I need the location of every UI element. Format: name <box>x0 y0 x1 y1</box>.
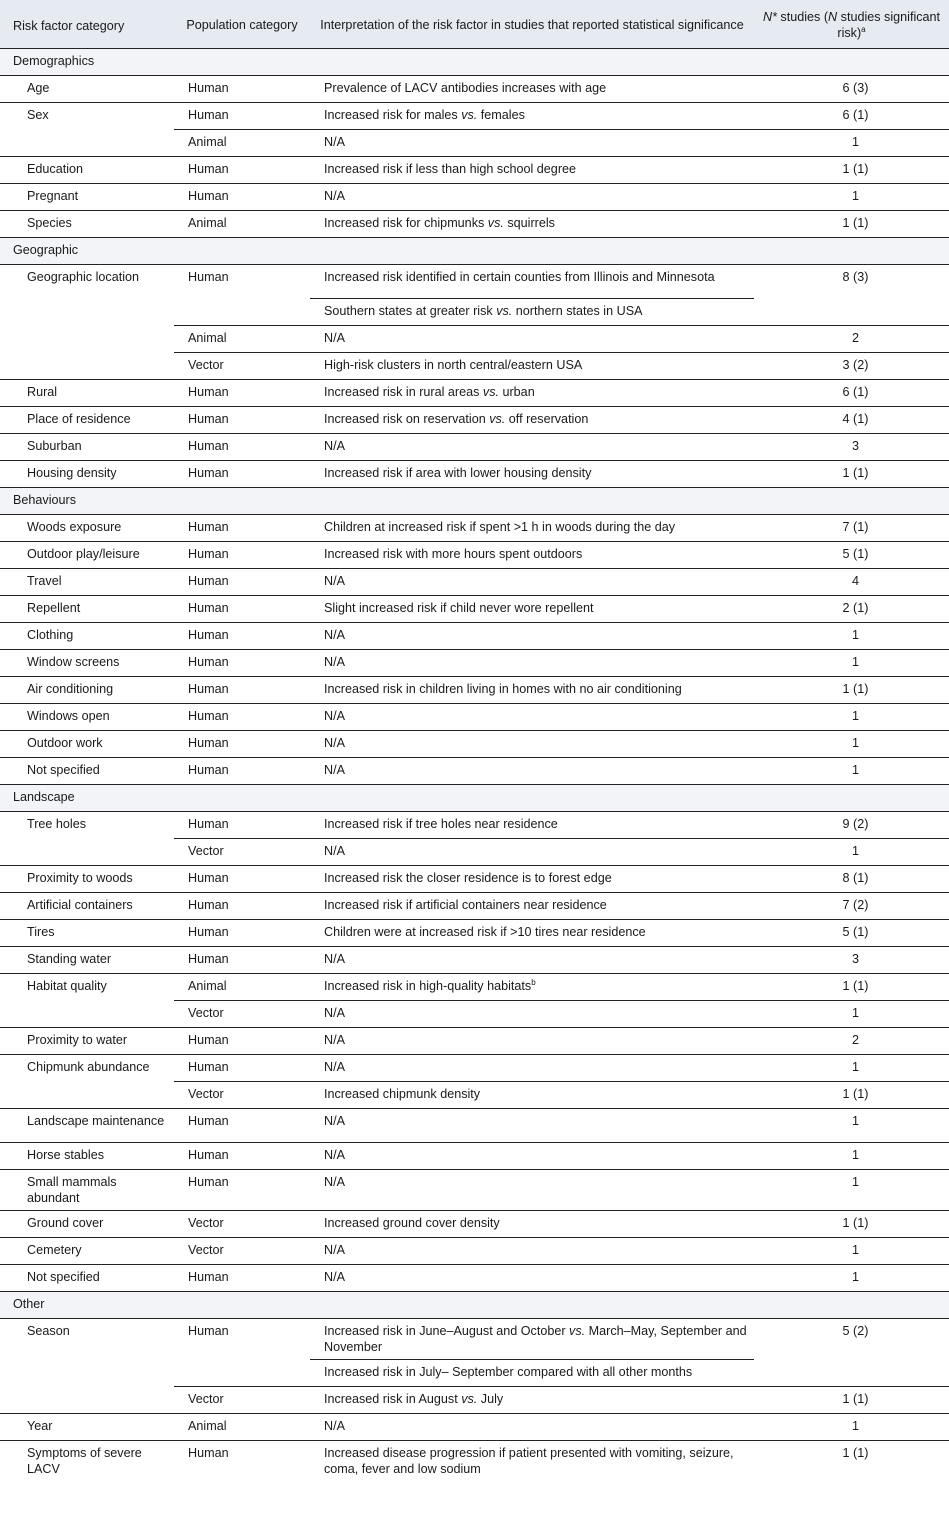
table-row: Housing density Human Increased risk if area with lower housing density 1 (1) <box>0 460 949 487</box>
table-row: Tires Human Children were at increased risk if >10 tires near residence 5 (1) <box>0 919 949 946</box>
table-row: Not specified Human N/A 1 <box>0 757 949 784</box>
table-row: Animal N/A 1 <box>0 129 949 156</box>
header-n-studies: N* studies (N studies significant risk)$^a$ <box>762 9 941 40</box>
table-header <box>0 0 949 48</box>
table-row: Symptoms of severe LACV Human Increased disease progression if patient presented with vomiting, seizure, coma, fever and low sodium 1 (1) <box>0 1440 949 1481</box>
table-row: Outdoor work Human N/A 1 <box>0 730 949 757</box>
category-row: Behaviours <box>0 487 949 514</box>
table-row: Artificial containers Human Increased risk if artificial containers near residence 7 (2) <box>0 892 949 919</box>
table-row: Sex Human Increased risk for males vs. females 6 (1) <box>0 102 949 129</box>
header-interpretation: Interpretation of the risk factor in studies that reported statistical significance <box>320 17 744 32</box>
table-row: Education Human Increased risk if less than high school degree 1 (1) <box>0 156 949 183</box>
table-row: Cemetery Vector N/A 1 <box>0 1237 949 1264</box>
table-row: Season Human Increased risk in June–August and October vs. March–May, September and November 5 (2) <box>0 1318 949 1359</box>
table-row: Window screens Human N/A 1 <box>0 649 949 676</box>
table-row: Pregnant Human N/A 1 <box>0 183 949 210</box>
table-row: Small mammals abundant Human N/A 1 <box>0 1169 949 1210</box>
table-row: Species Animal Increased risk for chipmunks vs. squirrels 1 (1) <box>0 210 949 237</box>
table-row: Rural Human Increased risk in rural areas vs. urban 6 (1) <box>0 379 949 406</box>
table-row: Southern states at greater risk vs. northern states in USA <box>0 298 949 325</box>
table-row: Vector Increased risk in August vs. July 1 (1) <box>0 1386 949 1413</box>
table-row: Chipmunk abundance Human N/A 1 <box>0 1054 949 1081</box>
category-row: Other <box>0 1291 949 1318</box>
table-row: Landscape maintenance Human N/A 1 <box>0 1108 949 1142</box>
table-row: Repellent Human Slight increased risk if child never wore repellent 2 (1) <box>0 595 949 622</box>
table-row: Habitat quality Animal Increased risk in high-quality habitats$^b$ 1 (1) <box>0 973 949 1000</box>
category-row: Geographic <box>0 237 949 264</box>
table-row: Year Animal N/A 1 <box>0 1413 949 1440</box>
table-row: Horse stables Human N/A 1 <box>0 1142 949 1169</box>
category-row: Demographics <box>0 48 949 75</box>
table-row: Clothing Human N/A 1 <box>0 622 949 649</box>
header-risk-factor: Risk factor category <box>13 19 125 33</box>
table-row: Windows open Human N/A 1 <box>0 703 949 730</box>
table-row: Vector N/A 1 <box>0 838 949 865</box>
table-row: Air conditioning Human Increased risk in children living in homes with no air conditioning 1 (1) <box>0 676 949 703</box>
table-row: Proximity to water Human N/A 2 <box>0 1027 949 1054</box>
table-row: Animal N/A 2 <box>0 325 949 352</box>
table-row: Place of residence Human Increased risk on reservation vs. off reservation 4 (1) <box>0 406 949 433</box>
category-row: Landscape <box>0 784 949 811</box>
table-row: Age Human Prevalence of LACV antibodies increases with age 6 (3) <box>0 75 949 102</box>
table-row: Standing water Human N/A 3 <box>0 946 949 973</box>
header-population: Population category <box>186 17 298 32</box>
table-row: Vector Increased chipmunk density 1 (1) <box>0 1081 949 1108</box>
table-row: Geographic location Human Increased risk identified in certain counties from Illinois and Minnesota 8 (3) <box>0 264 949 298</box>
table-row: Travel Human N/A 4 <box>0 568 949 595</box>
table-row: Not specified Human N/A 1 <box>0 1264 949 1291</box>
table-row: Outdoor play/leisure Human Increased risk with more hours spent outdoors 5 (1) <box>0 541 949 568</box>
table-row: Tree holes Human Increased risk if tree holes near residence 9 (2) <box>0 811 949 838</box>
table-row: Suburban Human N/A 3 <box>0 433 949 460</box>
table-row: Vector High-risk clusters in north central/eastern USA 3 (2) <box>0 352 949 379</box>
table-row: Proximity to woods Human Increased risk the closer residence is to forest edge 8 (1) <box>0 865 949 892</box>
table-row: Vector N/A 1 <box>0 1000 949 1027</box>
table-row: Woods exposure Human Children at increased risk if spent >1 h in woods during the day 7 (1) <box>0 514 949 541</box>
table-row: Increased risk in July– September compared with all other months <box>0 1359 949 1386</box>
table-row: Ground cover Vector Increased ground cover density 1 (1) <box>0 1210 949 1237</box>
